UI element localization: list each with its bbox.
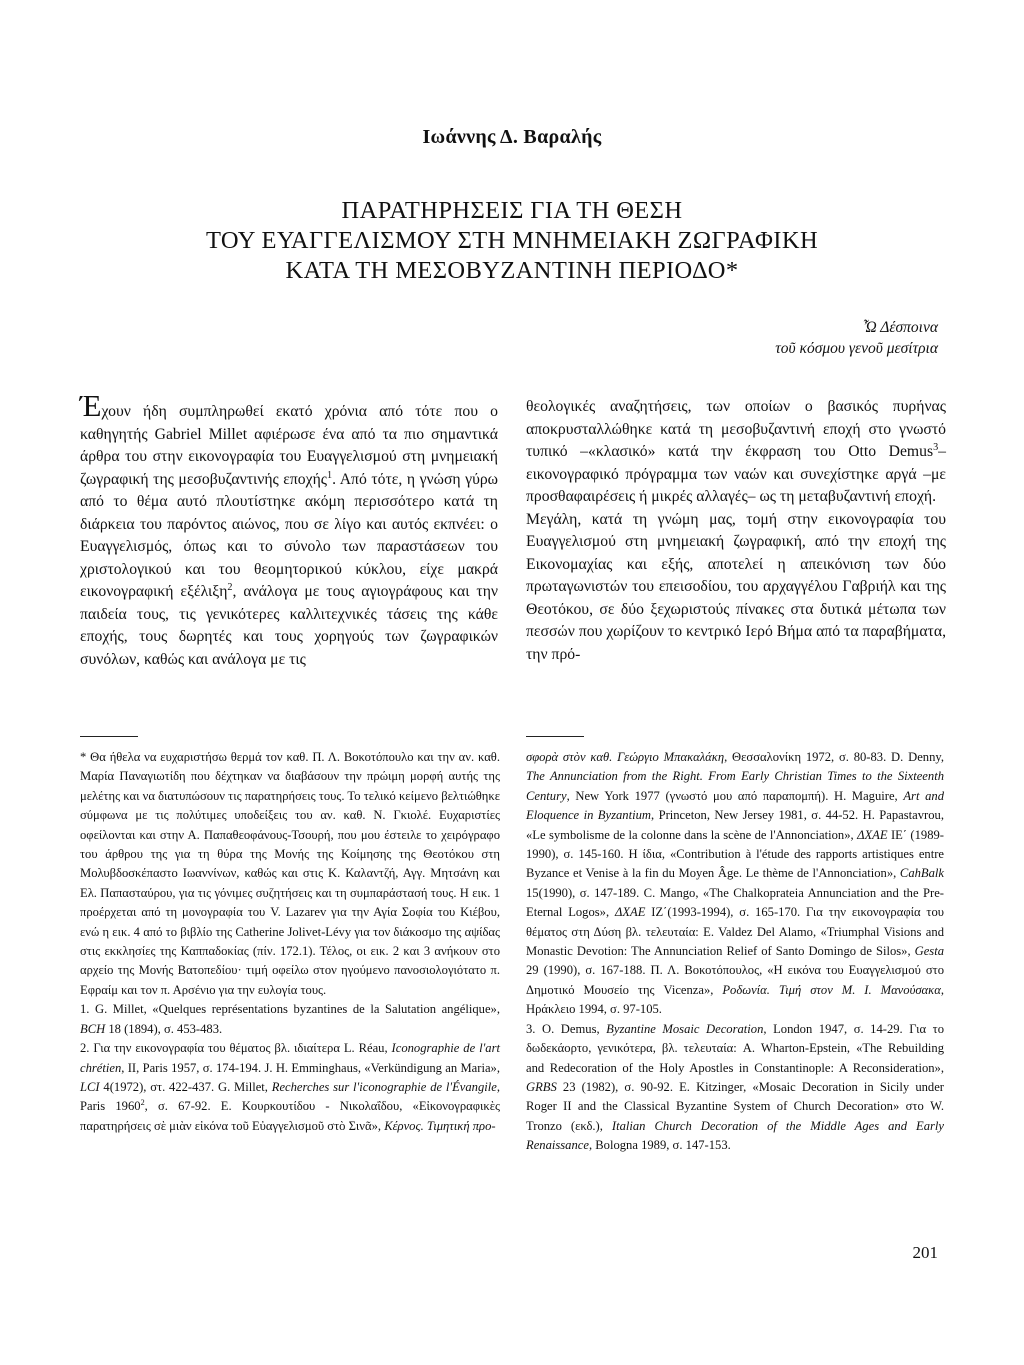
note-text: Art and Eloquence in Byzantium (526, 788, 944, 823)
note-text: LCI (80, 1079, 100, 1094)
footnotes-right (526, 748, 944, 1156)
note-text: 23 (1982), σ. 90-92. E. Kitzinger, «Mosaic Decoration in Sicily under Roger II and the Classical Byzantine System of Church Decoration» στο W. Tronzo (εκδ.), (526, 1079, 944, 1133)
note-text: , London 1947, σ. 14-29. Για το δωδεκάορτο, γενικότερα, βλ. τελευταία: A. Wharton-Epstein, «The Rebuilding and Redecoration of the Holy Apostles in Constantinople: A Reconsideration», (526, 1021, 944, 1075)
body-text: θεολογικές αναζητήσεις, των οποίων ο βασικός πυρήνας αποκρυσταλλώθηκε κατά τη μεσοβυζαντινή εποχή στο γνωστό τυπικό –«κλασικό» κατά την έκφραση του Otto Demus (526, 398, 946, 460)
body-paragraph (526, 396, 946, 509)
note-text: Ροδωνία. Τιμή στον Μ. Ι. Μανούσακα (722, 982, 941, 997)
body-text: – εικονογραφικό πρόγραμμα των ναών και συνεχίστηκε αργά –με προσθαφαιρέσεις ή μικρές αλλαγές– ως τη μεταβυζαντινή εποχή. (526, 443, 946, 505)
footnote-1 (80, 1000, 500, 1039)
footnotes-left (80, 748, 500, 1136)
epigraph (775, 317, 938, 359)
note-text: Recherches sur l'iconographie de l'Évangile (271, 1079, 497, 1094)
body-paragraph (80, 388, 498, 671)
title-line-1: ΠΑΡΑΤΗΡΗΣΕΙΣ ΓΙΑ ΤΗ ΘΕΣΗ (341, 197, 683, 224)
body-text: , ανάλογα με τους αγιογράφους και την παιδεία τους, τις γενικότερες καλλιτεχνικές τάσεις της κάθε εποχής, τους δωρητές και τους χορηγούς των ζωγραφικών συνόλων, καθώς και ανάλογα με τις (80, 583, 498, 668)
note-text: Byzantine Mosaic Decoration (606, 1021, 764, 1036)
footnote-ref: 3 (933, 441, 939, 453)
footnote-separator (526, 736, 584, 737)
note-text: 15(1990), σ. 147-189. C. Mango, «The Chalkoprateia Annunciation and the Pre-Eternal Logos», (526, 885, 944, 920)
footnote-separator (80, 736, 138, 737)
note-text: CahBalk (899, 866, 944, 881)
note-text: Italian Church Decoration of the Middle Ages and Early Renaissance (526, 1118, 944, 1153)
note-text: 1. G. Millet, «Quelques représentations byzantines de la Salutation angélique», (80, 1002, 500, 1017)
note-sup: 2 (140, 1098, 145, 1108)
note-text: ΙΕ΄ (1989-1990), σ. 145-160. Η ίδια, «Contribution à l'étude des rapports artistiques entre Byzance et Venise à la fin du Moyen Âge. Le thème de l'Annonciation», (526, 827, 944, 881)
footnote-3 (526, 1020, 944, 1156)
note-text: , New York 1977 (γνωστό μου από παραπομπή). H. Maguire, (566, 788, 904, 803)
epigraph-line-1: Ὦ Δέσποινα (863, 319, 938, 336)
note-text: 18 (1894), σ. 453-483. (105, 1021, 223, 1036)
note-text: Κέρνος. Τιμητική προ- (384, 1118, 496, 1133)
note-text: Iconographie de l'art chrétien (80, 1041, 500, 1075)
title-line-3: ΚΑΤΑ ΤΗ ΜΕΣΟΒΥΖΑΝΤΙΝΗ ΠΕΡΙΟΔΟ* (285, 257, 739, 284)
title-line-2: ΤΟΥ ΕΥΑΓΓΕΛΙΣΜΟΥ ΣΤΗ ΜΝΗΜΕΙΑΚΗ ΖΩΓΡΑΦΙΚΗ (205, 227, 819, 254)
epigraph-line-2: τοῦ κόσμου γενοῦ μεσίτρια (775, 340, 938, 357)
note-text: , Princeton, New Jersey 1981, σ. 44-52. H. Papastavrou, «Le symbolisme de la colonne dans la scène de l'Annonciation», (526, 808, 944, 842)
body-column-right (526, 396, 946, 666)
footnote-2-continued (526, 748, 944, 1020)
note-text: , σ. 67-92. Ε. Κουρκουτίδου - Νικολαΐδου, «Εἰκονογραφικὲς παρατηρήσεις σὲ μιὰν εἰκόνα τοῦ Εὐαγγελισμοῦ στὸ Σινᾶ», (80, 1099, 500, 1133)
footnote-ref: 1 (327, 469, 333, 481)
note-text: , II, Paris 1957, σ. 174-194. J. H. Emminghaus, «Verkündigung an Maria», (121, 1060, 500, 1075)
note-text: , Θεσσαλονίκη 1972, σ. 80-83. D. Denny, (724, 750, 944, 764)
note-text: , Paris 1960 (80, 1079, 500, 1114)
author-name: Ιωάννης Δ. Βαραλής (422, 126, 602, 148)
note-text: Gesta (914, 944, 944, 959)
note-text: 3. O. Demus, (526, 1021, 607, 1036)
drop-cap: Έ (80, 388, 102, 423)
note-text: 29 (1990), σ. 167-188. Π. Λ. Βοκοτόπουλος, «Η εικόνα του Ευαγγελισμού στο Δημοτικό Μουσείο της Vicenza», (526, 963, 944, 997)
note-text: 4(1972), στ. 422-437. G. Millet, (99, 1079, 272, 1094)
body-text: χουν ήδη συμπληρωθεί εκατό χρόνια από τότε που ο καθηγητής Gabriel Millet αφιέρωσε ένα από τα πιο σημαντικά άρθρα του στην εικονογραφία του Ευαγγελισμού στη μνημειακή ζωγραφική της μεσοβυζαντινής εποχής (80, 403, 498, 488)
body-text: . Από τότε, η γνώση γύρω από το θέμα αυτό πλουτίστηκε ακόμη περισσότερο κατά τη διάρκεια του παρόντος αιώνος, που σε λίγο και αυτός εκπνέει: ο Ευαγγελισμός, όπως και το σύνολο των παραστάσεων του χριστολογικού και του θεομητορικού κύκλου, είχε μακρά εικονογραφική εξέλιξη (80, 470, 498, 600)
note-text: The Annunciation from the Right. From Early Christian Times to the Sixteenth Century (526, 769, 944, 803)
note-text: GRBS (526, 1079, 557, 1094)
footnote-ref: 2 (227, 581, 233, 593)
page-number: 201 (912, 1243, 938, 1262)
article-title (0, 196, 1024, 286)
note-text: , Ηράκλειο 1994, σ. 97-105. (526, 982, 944, 1017)
note-text: ΔΧΑΕ (614, 905, 646, 920)
body-paragraph: Μεγάλη, κατά τη γνώμη μας, τομή στην εικονογραφία του Ευαγγελισμού στη μνημειακή ζωγραφική, από την εποχή της Εικονομαχίας και εξής, αποτελεί η απεικόνιση των δύο πρωταγωνιστών του επεισοδίου, του αρχαγγέλου Γαβριήλ και της Θεοτόκου, σε δύο ξεχωριστούς πίνακες στα δυτικά μέτωπα των πεσσών που χωρίζουν το κεντρικό Ιερό Βήμα από τα παραβήματα, την πρό- (526, 510, 946, 663)
note-text: , Bologna 1989, σ. 147-153. (588, 1138, 731, 1153)
note-text: ΔΧΑΕ (857, 827, 888, 842)
footnote-2 (80, 1039, 500, 1136)
note-text: σφορὰ στὸν καθ. Γεώργιο Μπακαλάκη (526, 750, 725, 764)
footnote-star: * Θα ήθελα να ευχαριστήσω θερμά τον καθ. Π. Λ. Βοκοτόπουλο και την αν. καθ. Μαρία Παναγιωτίδη που δέχτηκαν να διαβάσουν την πρώιμη μορφή αυτής της μελέτης και να διατυπώσουν τις παρατηρήσεις τους. Το τελικό κείμενο βελτιώθηκε σύμφωνα με τις πολύτιμες υποδείξεις του αν. καθ. Ν. Γκιολέ. Ευχαριστίες οφείλονται και στην Α. Παπαθεοφάνους-Τσουρή, που μου έστειλε το χειρόγραφο του άρθρου της για τη θύρα της Μονής της Κοίμησης της Θεοτόκου στη Μολυβδοσκέπαστο Ιωαννίνων, καθώς και στις Κ. Καλαντζή, Αγγ. Μητσάνη και Ελ. Παπασταύρου, για τις γόνιμες συζητήσεις και τη συμπαράστασή τους. Η εικ. 1 προέρχεται από τη μονογραφία του V. Lazarev για την Αγία Σοφία του Κιέβου, ενώ η εικ. 4 από το βιβλίο της Catherine Jolivet-Lévy για τον διάκοσμο της αψίδας στις εκκλησίες της Καππαδοκίας (πίν. 172.1). Τέλος, οι εικ. 2 και 3 ανήκουν στο αρχείο της Μονής Βατοπεδίου· τιμή οφείλω στον ηγούμενο πανοσιολογιότατο π. Εφραίμ και τον π. Αρσένιο για την ευλογία τους. (80, 750, 500, 997)
note-text: 2. Για την εικονογραφία του θέματος βλ. ιδιαίτερα L. Réau, (80, 1041, 392, 1056)
body-column-left (80, 388, 498, 671)
note-text: ΙΖ΄(1993-1994), σ. 165-170. Για την εικονογραφία του θέματος στη Δύση βλ. τελευταία: E. Valdez Del Alamo, «Triumphal Visions and Monastic Devotion: The Annunciation Relief of Santo Domingo de Silos», (526, 905, 944, 959)
note-text: BCH (80, 1021, 106, 1036)
